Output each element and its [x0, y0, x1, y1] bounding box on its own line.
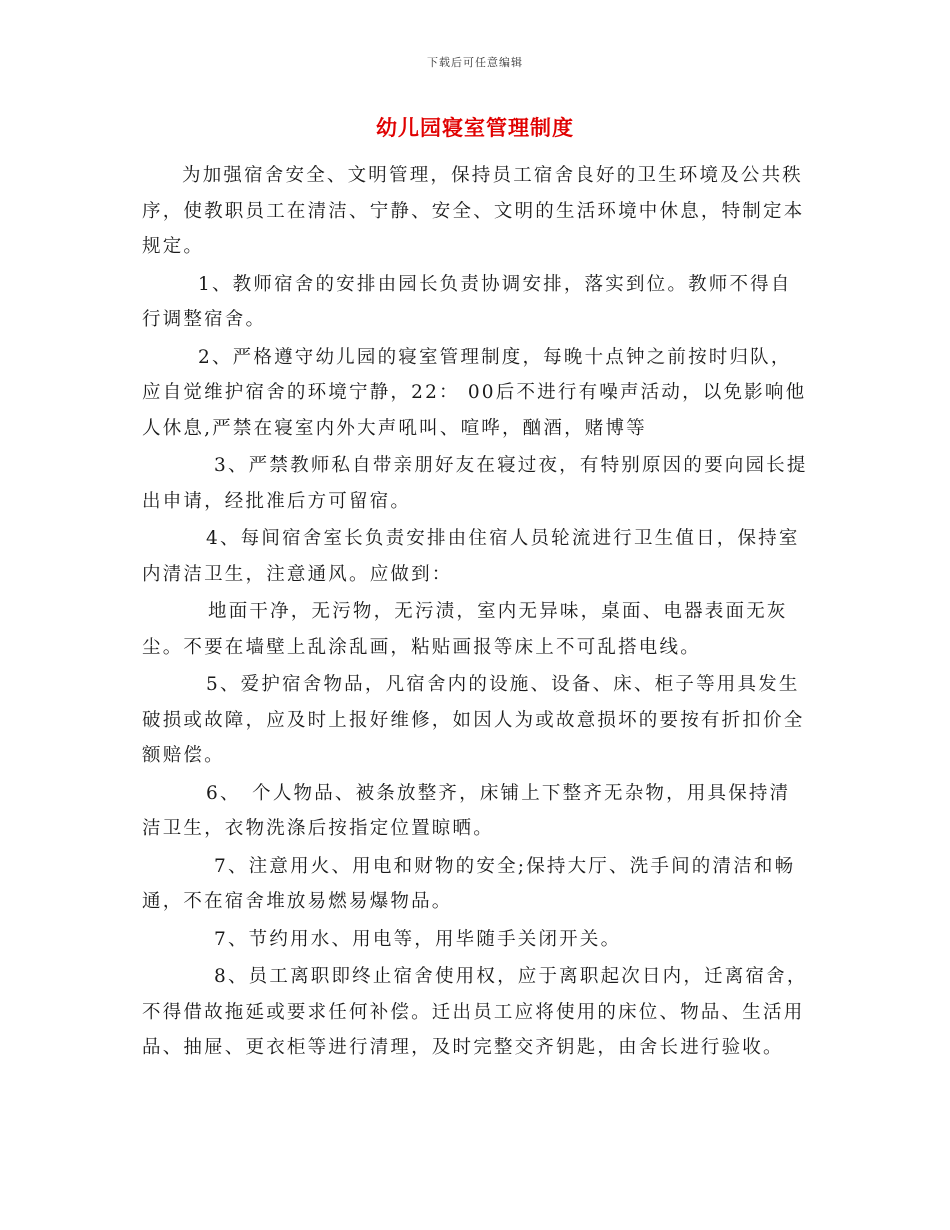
rule-3-paragraph: 3、严禁教师私自带亲朋好友在寝过夜，有特别原因的要向园长提出申请，经批准后方可留宿。	[142, 455, 808, 512]
rule-4-paragraph: 4、每间宿舍室长负责安排由住宿人员轮流进行卫生值日，保持室内清洁卫生，注意通风。应做到：	[142, 528, 800, 585]
rule-8-paragraph: 8、员工离职即终止宿舍使用权，应于离职起次日内，迁离宿舍，不得借故拖延或要求任何补偿。迁出员工应将使用的床位、物品、生活用品、抽屉、更衣柜等进行清理，及时完整交齐钥匙，由舍长进行验收。	[142, 966, 808, 1058]
rule-2-paragraph: 2、严格遵守幼儿园的寝室管理制度，每晚十点钟之前按时归队，应自觉维护宿舍的环境宁静，22： 00后不进行有噪声活动，以免影响他人休息,严禁在寝室内外大声吼叫、喧哗，酗酒，赌博等	[142, 346, 807, 439]
header-note: 下载后可任意编辑	[427, 56, 523, 69]
intro-paragraph: 为加强宿舍安全、文明管理，保持员工宿舍良好的卫生环境及公共秩序，使教职员工在清洁、宁静、安全、文明的生活环境中休息，特制定本规定。	[142, 165, 805, 257]
rule-7-paragraph: 7、注意用火、用电和财物的安全;保持大厅、洗手间的清洁和畅通，不在宿舍堆放易燃易爆物品。	[142, 855, 796, 912]
rule-7b-paragraph: 7、节约用水、用电等，用毕随手关闭开关。	[214, 928, 622, 950]
rule-6-paragraph: 6、 个人物品、被条放整齐，床铺上下整齐无杂物，用具保持清洁卫生，衣物洗涤后按指定位置晾晒。	[142, 782, 791, 839]
rule-5-paragraph: 5、爱护宿舍物品，凡宿舍内的设施、设备、床、柜子等用具发生破损或故障，应及时上报好维修，如因人为或故意损坏的要按有折扣价全额赔偿。	[142, 674, 805, 766]
rule-1-paragraph: 1、教师宿舍的安排由园长负责协调安排，落实到位。教师不得自行调整宿舍。	[142, 273, 792, 330]
rule-4-detail-paragraph: 地面干净，无污物，无污渍，室内无异味，桌面、电器表面无灰尘。不要在墙壁上乱涂乱画，粘贴画报等床上不可乱搭电线。	[142, 601, 788, 658]
document-title: 幼儿园寝室管理制度	[376, 115, 574, 140]
document-body	[142, 158, 808, 1068]
